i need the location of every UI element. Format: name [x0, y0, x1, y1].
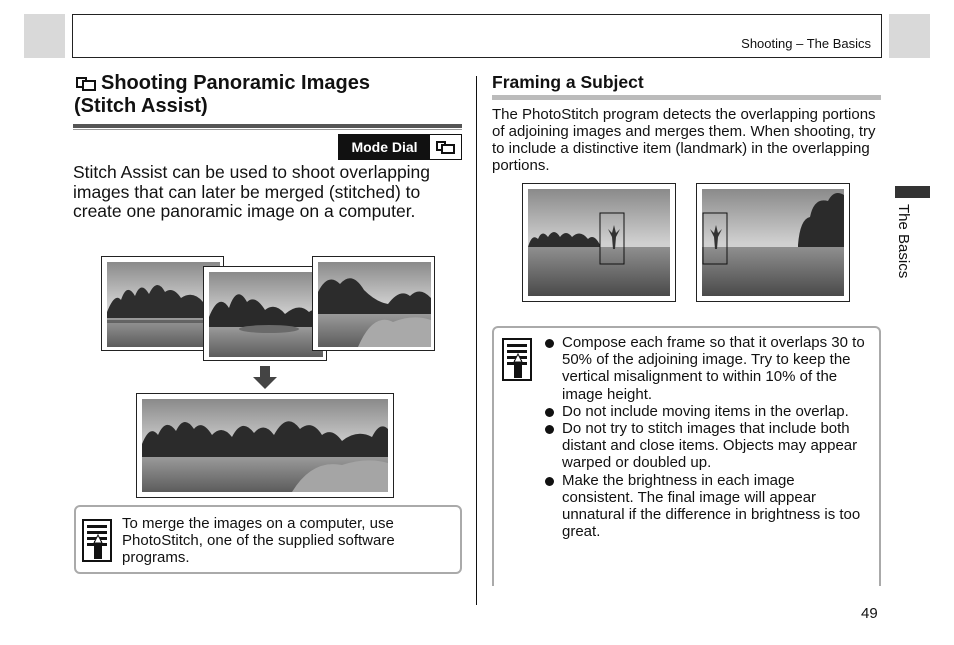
corner-square-left — [24, 14, 65, 58]
mode-dial-stitch-icon — [430, 135, 461, 159]
memo-icon — [82, 519, 114, 563]
section-heading-rule — [492, 95, 881, 100]
field-photo-right-frame — [696, 183, 850, 302]
corner-square-right — [889, 14, 930, 58]
header-section-title: Shooting – The Basics — [741, 36, 871, 51]
title-rule-thin — [73, 129, 462, 130]
mode-dial-label: Mode Dial — [339, 135, 430, 159]
side-tab-marker — [895, 186, 930, 198]
framing-paragraph: The PhotoStitch program detects the overlapping portions of adjoining images and merges them. When shooting, try to include a distinctive item (landmark) in the overlapping portions. — [492, 106, 876, 174]
title-line-2: (Stitch Assist) — [74, 95, 208, 117]
mode-dial-badge — [338, 134, 462, 160]
field-photo-left-frame — [522, 183, 676, 302]
tip-item-distant-close: Do not try to stitch images that include both distant and close items. Objects may appear warped or doubled up. — [543, 420, 869, 472]
column-divider — [476, 76, 477, 605]
tips-list — [543, 334, 869, 540]
down-arrow-icon — [253, 366, 277, 390]
panorama-photo-frame — [136, 393, 394, 498]
title-rule — [73, 124, 462, 128]
intro-paragraph: Stitch Assist can be used to shoot overlapping images that can later be merged (stitched) to create one panoramic image on a computer. — [73, 162, 431, 221]
tip-item-moving: Do not include moving items in the overlap. — [543, 403, 869, 420]
section-heading: Framing a Subject — [492, 72, 644, 92]
tips-note-box — [492, 326, 881, 586]
photo-right-frame — [312, 256, 435, 351]
tips-memo-icon — [502, 338, 534, 382]
side-tab-label: The Basics — [895, 204, 912, 279]
stitch-mode-icon — [76, 76, 98, 92]
tip-item-brightness: Make the brightness in each image consistent. The final image will appear unnatural if the difference in brightness is too great. — [543, 472, 869, 541]
header-bar — [72, 14, 882, 58]
title-line-1: Shooting Panoramic Images — [101, 72, 370, 94]
page-title — [101, 72, 370, 95]
page-title-line-2 — [74, 95, 208, 118]
photo-middle-frame — [203, 266, 327, 361]
left-note-text: To merge the images on a computer, use PhotoStitch, one of the supplied software programs. — [122, 515, 395, 566]
tip-item-overlap: Compose each frame so that it overlaps 30 to 50% of the adjoining image. Try to keep the vertical misalignment to within 10% of the image height. — [543, 334, 869, 403]
left-note-box — [74, 505, 462, 574]
page-number: 49 — [861, 605, 878, 622]
